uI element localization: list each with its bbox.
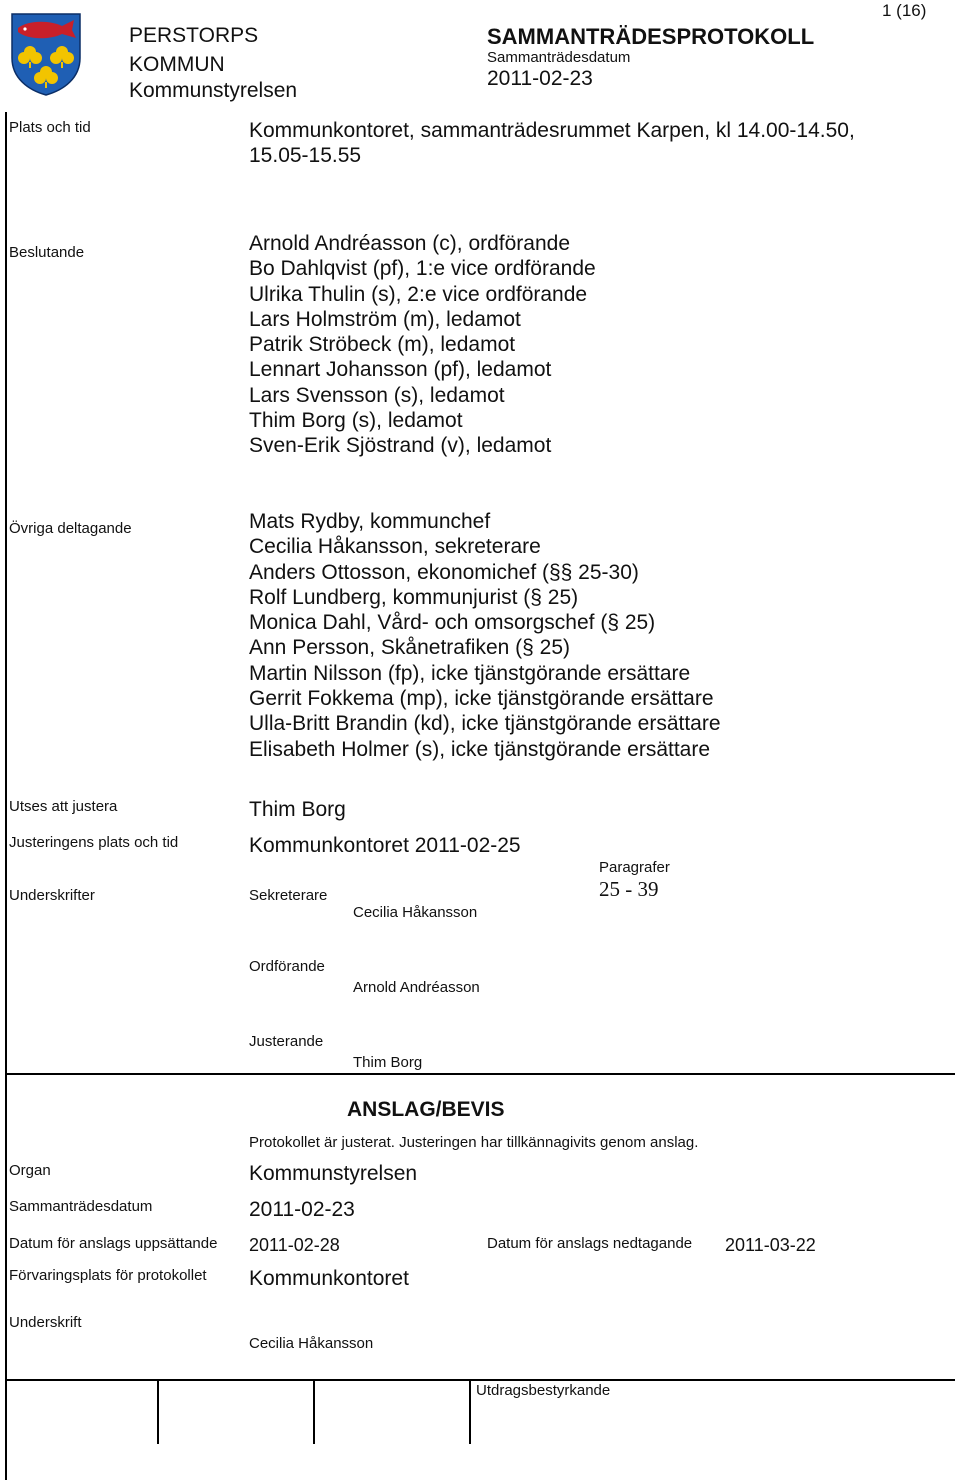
removal-date-value: 2011-03-22 <box>725 1235 816 1255</box>
decision-makers-label: Beslutande <box>9 244 85 261</box>
list-item: Ulla-Britt Brandin (kd), icke tjänstgörande ersättare <box>249 712 721 736</box>
adjuster-label: Utses att justera <box>9 798 118 815</box>
place-time-line1: Kommunkontoret, sammanträdesrummet Karpen, kl 14.00-14.50, <box>249 119 855 142</box>
list-item: Rolf Lundberg, kommunjurist (§ 25) <box>249 585 579 609</box>
removal-date-label: Datum för anslags nedtagande <box>487 1235 693 1252</box>
paragraphs-value: 25 - 39 <box>599 877 659 901</box>
organ-value: Kommunstyrelsen <box>249 1162 418 1185</box>
list-item: Lennart Johansson (pf), ledamot <box>249 358 552 382</box>
list-item: Mats Rydby, kommunchef <box>249 510 491 533</box>
chairman-label: Ordförande <box>249 958 325 975</box>
footer-col-divider-2 <box>313 1380 315 1444</box>
list-item: Ulrika Thulin (s), 2:e vice ordförande <box>249 282 588 306</box>
adjustment-place-value: Kommunkontoret 2011-02-25 <box>249 834 521 857</box>
org-name-line1: PERSTORPS <box>129 24 259 47</box>
list-item: Ann Persson, Skånetrafiken (§ 25) <box>249 636 571 660</box>
paragraphs-label: Paragrafer <box>599 859 670 876</box>
org-name-line3: Kommunstyrelsen <box>129 79 298 102</box>
other-participants-list <box>249 509 721 762</box>
organ-label: Organ <box>9 1162 51 1179</box>
list-item: Bo Dahlqvist (pf), 1:e vice ordförande <box>249 257 596 281</box>
extract-certification-label: Utdragsbestyrkande <box>476 1382 611 1399</box>
notice-date-label: Sammanträdesdatum <box>9 1198 153 1215</box>
secretary-label: Sekreterare <box>249 887 328 904</box>
adjuster-value: Thim Borg <box>249 798 346 821</box>
posting-date-value: 2011-02-28 <box>249 1235 340 1255</box>
org-name-line2: KOMMUN <box>129 53 225 76</box>
secretary-name: Cecilia Håkansson <box>353 904 478 921</box>
list-item: Thim Borg (s), ledamot <box>249 409 463 433</box>
list-item: Martin Nilsson (fp), icke tjänstgörande ersättare <box>249 661 691 685</box>
list-item: Sven-Erik Sjöstrand (v), ledamot <box>249 434 552 458</box>
place-time-line2: 15.05-15.55 <box>249 144 362 167</box>
signatures-label: Underskrifter <box>9 887 95 904</box>
list-item: Anders Ottosson, ekonomichef (§§ 25-30) <box>249 560 639 584</box>
notice-title: ANSLAG/BEVIS <box>347 1098 505 1121</box>
list-item: Cecilia Håkansson, sekreterare <box>249 535 541 559</box>
page-number: 1 (16) <box>882 1 927 20</box>
document-title: SAMMANTRÄDESPROTOKOLL <box>487 24 815 49</box>
left-border <box>5 112 7 1480</box>
meeting-date-label: Sammanträdesdatum <box>487 49 631 66</box>
footer-col-divider-3 <box>469 1380 471 1444</box>
signature-name: Cecilia Håkansson <box>249 1335 374 1352</box>
list-item: Patrik Ströbeck (m), ledamot <box>249 333 516 357</box>
footer-divider <box>5 1379 955 1381</box>
decision-makers-list <box>249 231 596 459</box>
adjuster-sign-name: Thim Borg <box>353 1054 423 1071</box>
other-participants-label: Övriga deltagande <box>9 520 132 537</box>
footer-col-divider-1 <box>157 1380 159 1444</box>
storage-label: Förvaringsplats för protokollet <box>9 1267 207 1284</box>
list-item: Lars Svensson (s), ledamot <box>249 383 505 407</box>
notice-date-value: 2011-02-23 <box>249 1198 355 1221</box>
place-time-label: Plats och tid <box>9 119 91 136</box>
storage-value: Kommunkontoret <box>249 1267 409 1290</box>
list-item: Lars Holmström (m), ledamot <box>249 307 521 331</box>
adjustment-place-label: Justeringens plats och tid <box>9 834 179 851</box>
coat-of-arms-logo <box>10 12 82 96</box>
notice-note: Protokollet är justerat. Justeringen har tillkännagivits genom anslag. <box>249 1134 699 1151</box>
list-item: Arnold Andréasson (c), ordförande <box>249 232 571 255</box>
list-item: Elisabeth Holmer (s), icke tjänstgörande ersättare <box>249 737 711 761</box>
meeting-date: 2011-02-23 <box>487 67 593 90</box>
adjuster-sign-label: Justerande <box>249 1033 324 1050</box>
signature-divider <box>5 1073 955 1075</box>
chairman-name: Arnold Andréasson <box>353 979 480 996</box>
list-item: Gerrit Fokkema (mp), icke tjänstgörande ersättare <box>249 687 714 711</box>
list-item: Monica Dahl, Vård- och omsorgschef (§ 25) <box>249 611 656 635</box>
posting-date-label: Datum för anslags uppsättande <box>9 1235 218 1252</box>
signature-label: Underskrift <box>9 1314 82 1331</box>
